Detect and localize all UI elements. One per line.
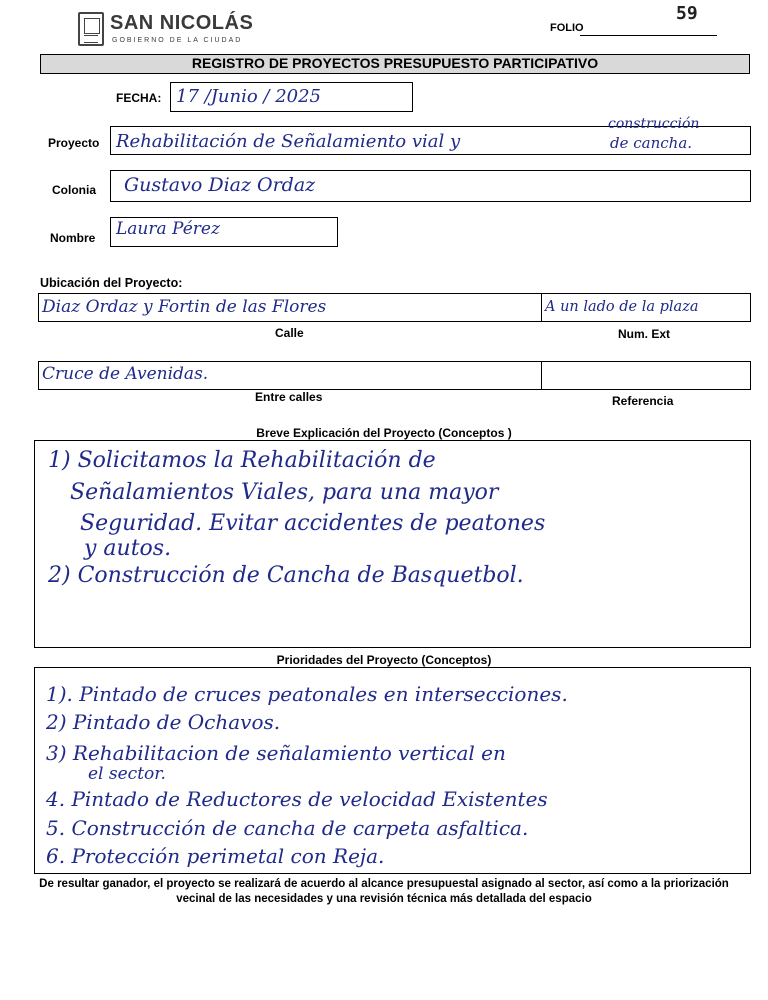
logo-subtitle: GOBIERNO DE LA CIUDAD <box>112 37 243 44</box>
explicacion-line: Señalamientos Viales, para una mayor <box>70 480 499 505</box>
explicacion-line: y autos. <box>84 536 172 561</box>
nombre-value: Laura Pérez <box>116 219 220 239</box>
prioridades-line: 4. Pintado de Reductores de velocidad Existentes <box>46 787 548 811</box>
folio-label: FOLIO <box>550 22 584 34</box>
calle-value: Diaz Ordaz y Fortin de las Flores <box>42 297 327 317</box>
form-title: REGISTRO DE PROYECTOS PRESUPUESTO PARTICIPATIVO <box>191 55 599 71</box>
colonia-value: Gustavo Diaz Ordaz <box>124 174 316 196</box>
prioridades-line: 3) Rehabilitacion de señalamiento vertical en <box>46 741 506 765</box>
proyecto-value-extra-2: de cancha. <box>610 134 693 152</box>
prioridades-line: 6. Protección perimetal con Reja. <box>46 844 385 868</box>
calle-caption: Calle <box>275 326 304 340</box>
proyecto-value: Rehabilitación de Señalamiento vial y <box>116 131 461 152</box>
numext-caption: Num. Ext <box>618 327 671 341</box>
ubicacion-heading: Ubicación del Proyecto: <box>40 276 183 290</box>
footer-disclaimer-line-1: De resultar ganador, el proyecto se realizará de acuerdo al alcance presupuestal asignado al sector, así como a la priorización <box>39 878 729 890</box>
prioridades-line: 1). Pintado de cruces peatonales en intersecciones. <box>46 682 568 706</box>
explicacion-line: Seguridad. Evitar accidentes de peatones <box>80 511 546 536</box>
explicacion-heading: Breve Explicación del Proyecto (Conceptos ) <box>256 426 512 440</box>
prioridades-line: 2) Pintado de Ochavos. <box>46 710 281 734</box>
explicacion-line: 2) Construcción de Cancha de Basquetbol. <box>48 563 524 588</box>
calle-divider <box>541 293 542 322</box>
city-emblem-icon <box>78 12 104 46</box>
folio-line <box>580 35 717 36</box>
logo-title: SAN NICOLÁS <box>110 12 254 34</box>
fecha-label: FECHA: <box>116 91 162 105</box>
fecha-value: 17 /Junio / 2025 <box>176 86 322 107</box>
referencia-caption: Referencia <box>612 394 674 408</box>
prioridades-heading: Prioridades del Proyecto (Conceptos) <box>276 653 492 667</box>
entre-calles-value: Cruce de Avenidas. <box>42 364 209 384</box>
nombre-label: Nombre <box>50 231 96 245</box>
numext-value: A un lado de la plaza <box>545 299 699 315</box>
entre-calles-caption: Entre calles <box>255 390 323 404</box>
proyecto-label: Proyecto <box>48 136 100 150</box>
colonia-label: Colonia <box>52 183 96 197</box>
folio-number: 59 <box>676 3 698 24</box>
explicacion-line: 1) Solicitamos la Rehabilitación de <box>48 448 436 473</box>
footer-disclaimer-line-2: vecinal de las necesidades y una revisión técnica más detallada del espacio <box>176 893 592 905</box>
prioridades-line: el sector. <box>88 764 166 784</box>
entre-calles-divider <box>541 361 542 390</box>
prioridades-line: 5. Construcción de cancha de carpeta asfaltica. <box>46 816 529 840</box>
proyecto-value-extra: construcción <box>608 116 700 132</box>
